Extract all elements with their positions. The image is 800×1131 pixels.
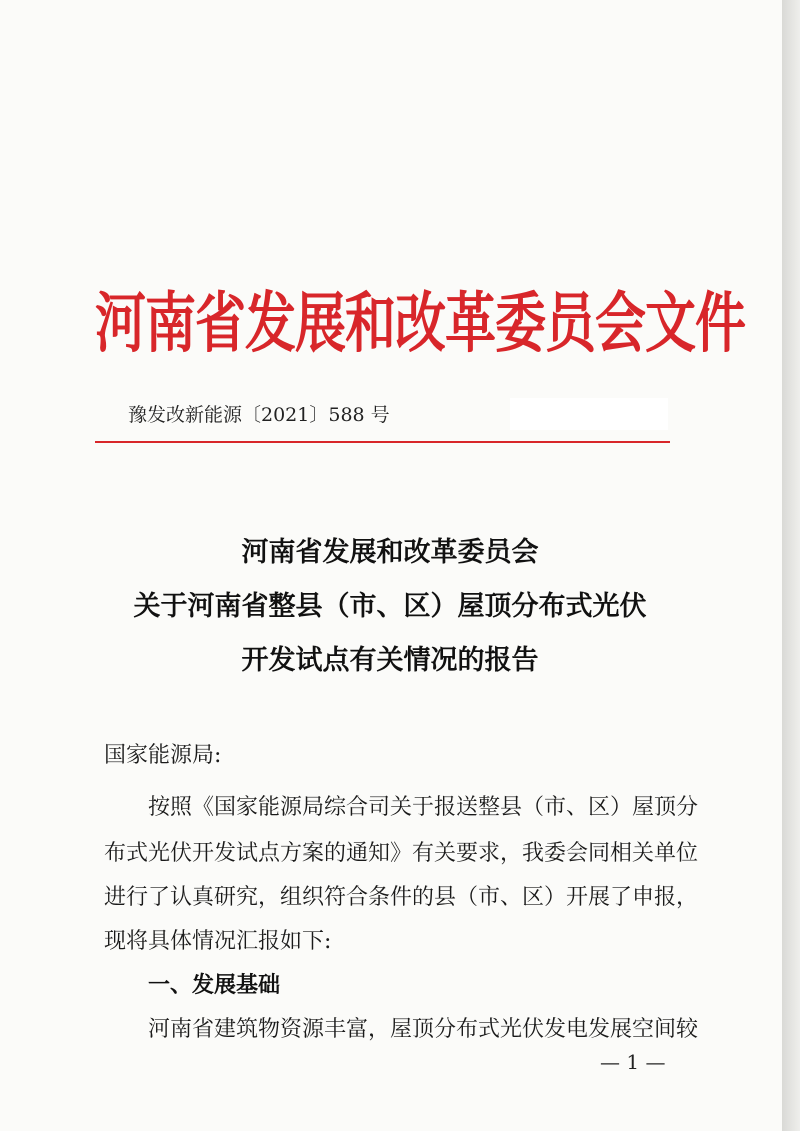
salutation: 国家能源局: [104,743,222,768]
paragraph-line-4: 现将具体情况汇报如下: [104,929,332,954]
paragraph-line-2: 布式光伏开发试点方案的通知》有关要求，我委会同相关单位 [104,841,699,866]
document-header-title: 河南省发展和改革委员会文件 [95,285,746,363]
redaction-box [510,398,668,430]
page-edge [782,0,800,1131]
report-title-line-1: 河南省发展和改革委员会 [241,537,539,568]
paragraph-line-3: 进行了认真研究，组织符合条件的县（市、区）开展了申报， [104,885,699,910]
header-divider [95,441,670,443]
report-title-line-3: 开发试点有关情况的报告 [241,645,539,676]
report-title-line-2: 关于河南省整县（市、区）屋顶分布式光伏 [133,591,647,622]
section-paragraph-line-1: 河南省建筑物资源丰富，屋顶分布式光伏发电发展空间较 [148,1017,699,1042]
page-number: — 1 — [600,1050,666,1074]
paragraph-line-1: 按照《国家能源局综合司关于报送整县（市、区）屋顶分 [148,795,699,820]
section-heading: 一、发展基础 [148,973,281,998]
document-number: 豫发改新能源〔2021〕588 号 [128,404,390,426]
